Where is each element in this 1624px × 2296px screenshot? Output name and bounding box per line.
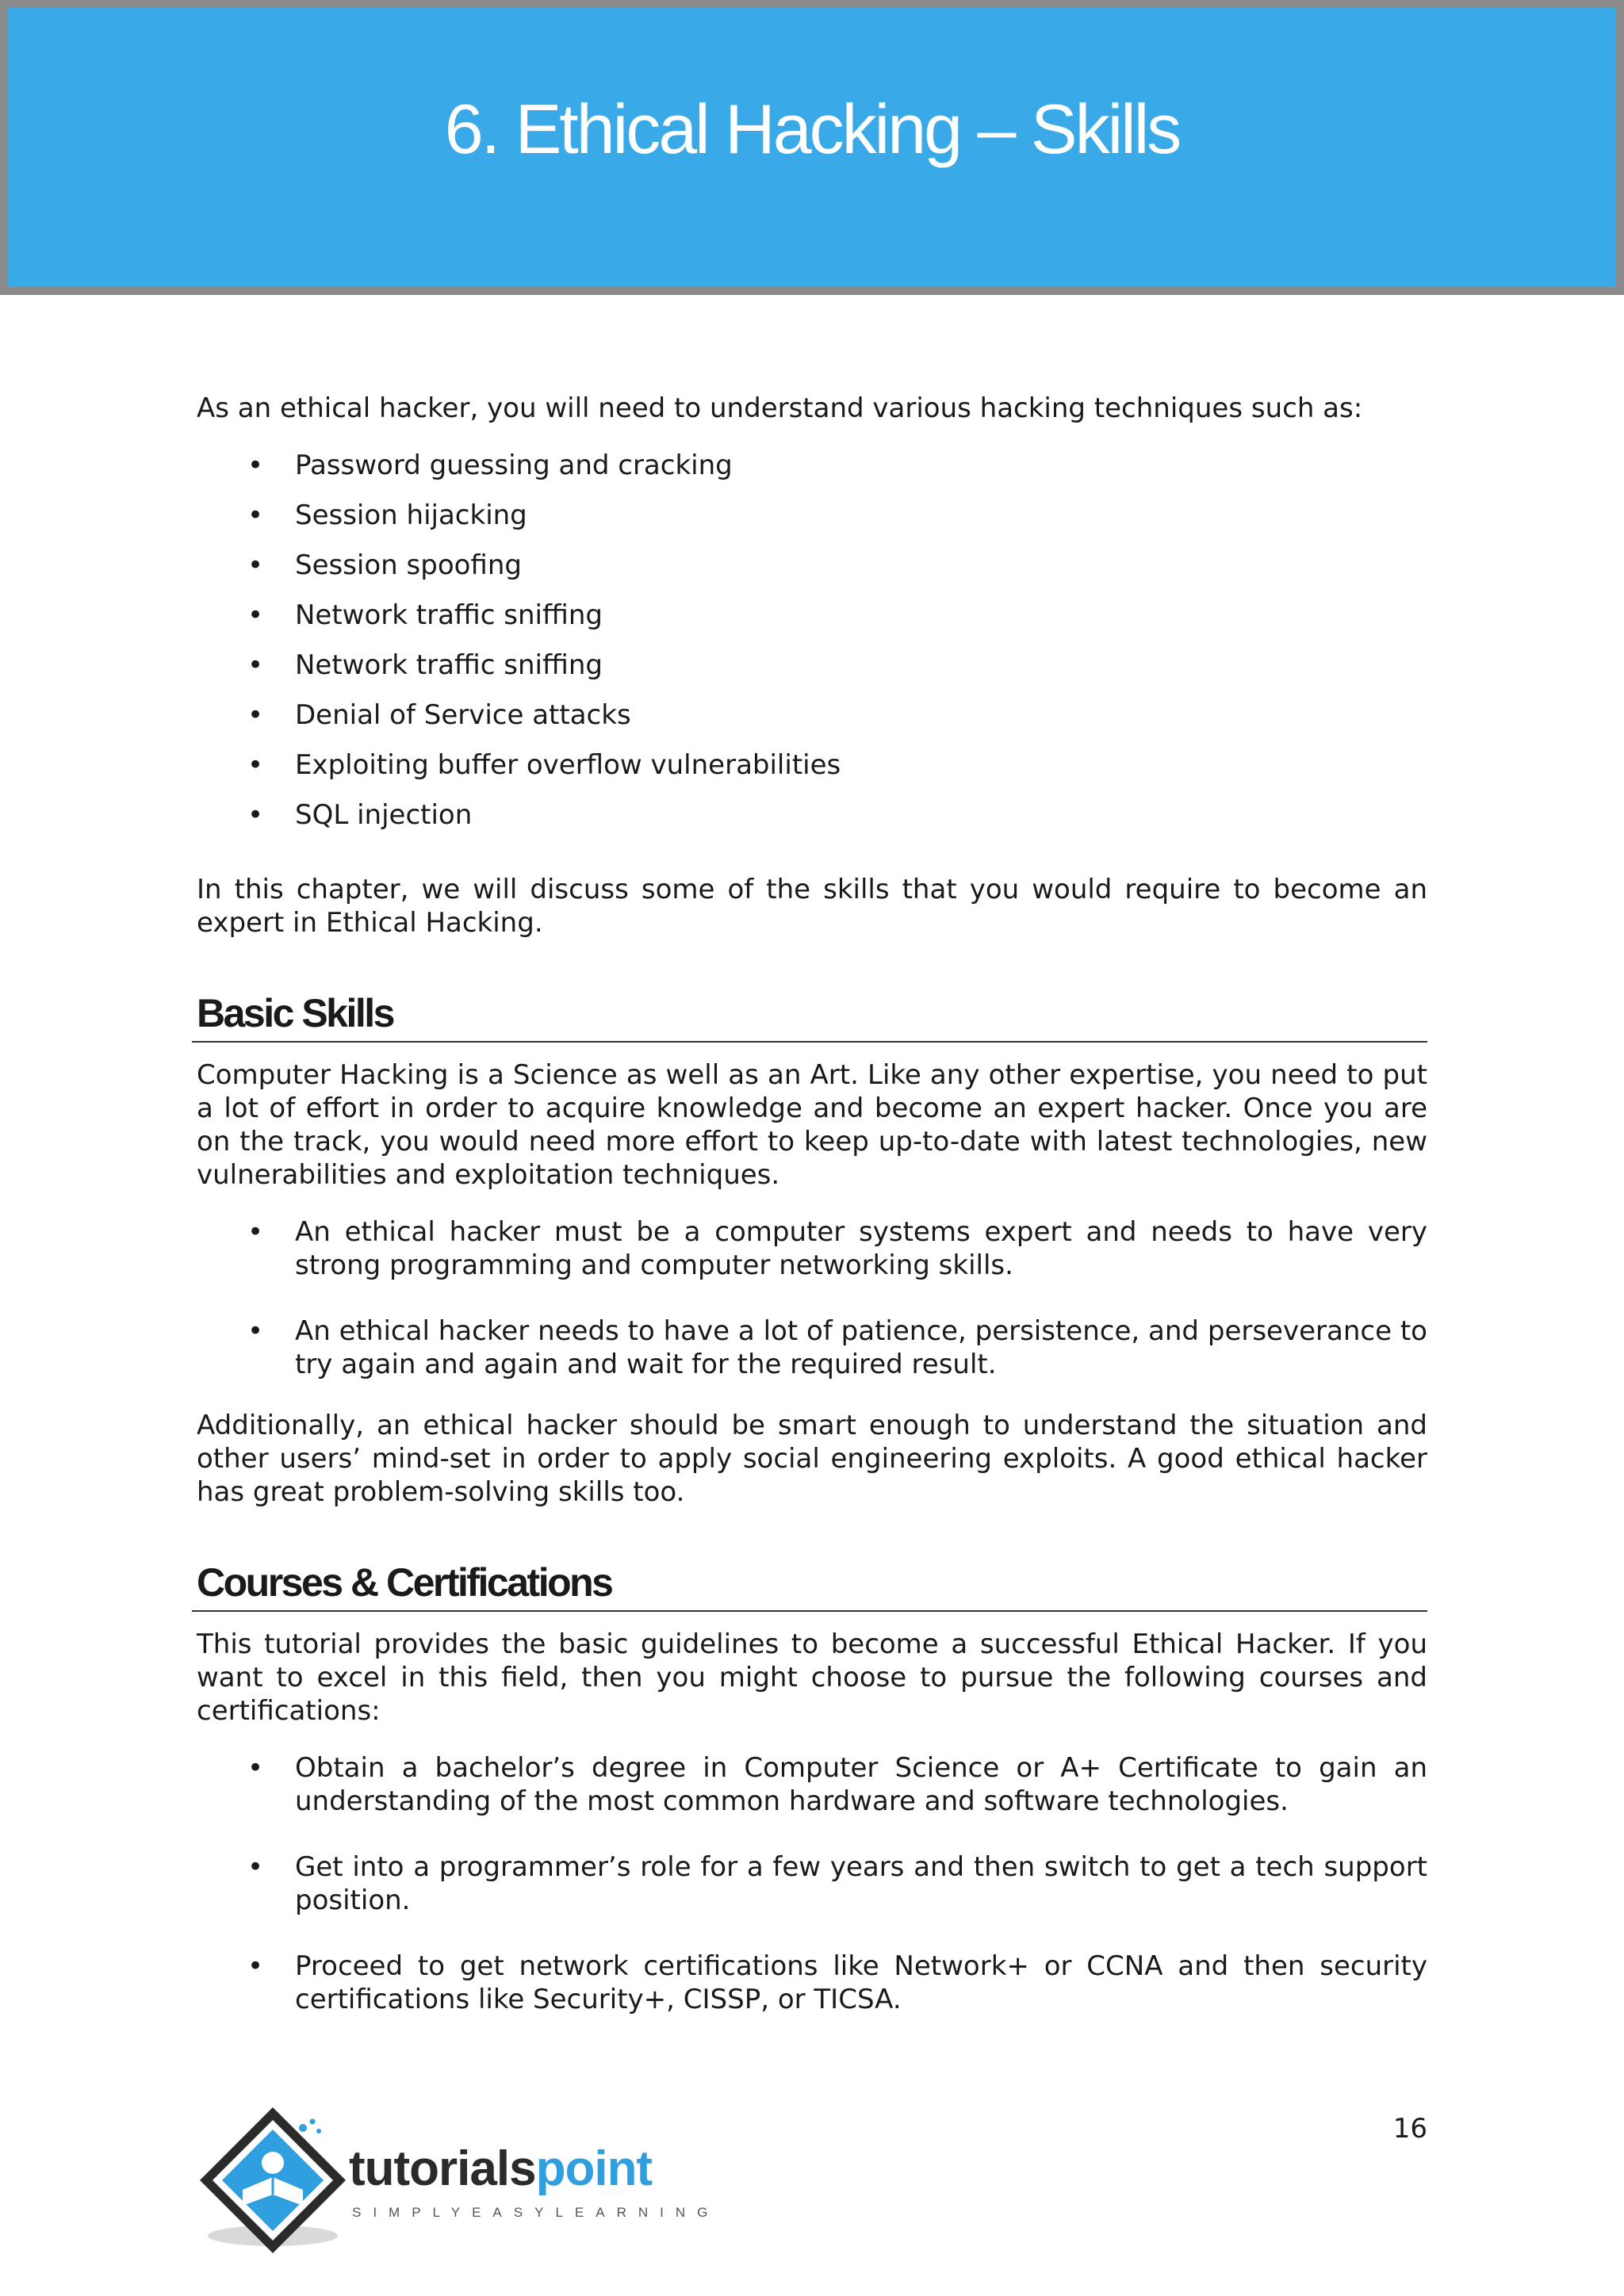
logo-word-main: tutorials: [349, 2141, 536, 2196]
list-item: • An ethical hacker needs to have a lot of patience, persistence, and perseverance to try again and again and wait for the required result.: [247, 1315, 1427, 1380]
courses-paragraph: This tutorial provides the basic guidelines to become a successful Ethical Hacker. If you want to excel in this field, then you might choose to pursue the following courses and certifications:: [197, 1628, 1427, 1727]
list-item: • Denial of Service attacks: [247, 699, 631, 731]
list-item: • Network traffic sniffing: [247, 599, 603, 631]
courses-list: [197, 1751, 1427, 2016]
basic-skills-heading: Basic Skills: [192, 989, 1427, 1043]
bullet-icon: •: [247, 549, 264, 581]
bullet-icon: •: [247, 799, 264, 831]
list-item: • Session spoofing: [247, 549, 522, 581]
chapter-title: 6. Ethical Hacking – Skills: [444, 90, 1180, 168]
bullet-icon: •: [247, 450, 264, 481]
list-item: • Session hijacking: [247, 499, 527, 531]
logo-tagline: SIMPLYEASYLEARNING: [352, 2205, 720, 2220]
intro-closing-paragraph: In this chapter, we will discuss some of the skills that you would require to become an expert in Ethical Hacking.: [197, 874, 1427, 939]
bullet-icon: •: [247, 1950, 264, 1982]
tutorialspoint-logo: [193, 2101, 733, 2260]
list-item: • Proceed to get network certifications like Network+ or CCNA and then security certifications like Security+, CISSP, or TICSA.: [247, 1950, 1427, 2015]
basic-skills-paragraph: Computer Hacking is a Science as well as an Art. Like any other expertise, you need to put a lot of effort in order to acquire knowledge and become an expert hacker. Once you are on the track, you would need more effort to keep up-to-date with latest technologies, new vulnerabilities and exploitation techniques.: [197, 1059, 1427, 1191]
svg-text:tutorialspoint: [349, 2141, 652, 2196]
bullet-icon: •: [247, 749, 264, 781]
intro-lead-paragraph: As an ethical hacker, you will need to understand various hacking techniques such as:: [197, 392, 1363, 424]
bullet-icon: •: [247, 1851, 264, 1883]
bullet-icon: •: [247, 499, 264, 531]
bullet-icon: •: [247, 599, 264, 631]
list-item: • An ethical hacker must be a computer systems expert and needs to have very strong programming and computer networking skills.: [247, 1216, 1427, 1281]
page-number: 16: [1392, 2113, 1427, 2145]
list-item: • SQL injection: [247, 799, 473, 831]
list-item: • Exploiting buffer overflow vulnerabilities: [247, 749, 841, 781]
page-content: [197, 392, 1427, 2016]
list-item: • Get into a programmer’s role for a few years and then switch to get a tech support position.: [247, 1851, 1427, 1916]
list-item: • Obtain a bachelor’s degree in Computer Science or A+ Certificate to gain an understanding of the most common hardware and software technologies.: [247, 1752, 1427, 1817]
bullet-icon: •: [247, 699, 264, 731]
logo-word-accent: point: [535, 2141, 653, 2196]
bullet-icon: •: [247, 1216, 264, 1248]
bullet-icon: •: [247, 1752, 264, 1784]
list-item: • Password guessing and cracking: [247, 450, 733, 481]
techniques-list: [197, 449, 1427, 832]
additional-paragraph: Additionally, an ethical hacker should be smart enough to understand the situation and other users’ mind-set in order to apply social engineering exploits. A good ethical hacker has great problem-solving skills too.: [197, 1410, 1427, 1508]
bullet-icon: •: [247, 649, 264, 681]
basic-skills-list: [197, 1215, 1427, 1381]
list-item: • Network traffic sniffing: [247, 649, 603, 681]
chapter-header-banner: [0, 0, 1624, 295]
bullet-icon: •: [247, 1315, 264, 1347]
courses-heading: Courses & Certifications: [192, 1558, 1427, 1612]
